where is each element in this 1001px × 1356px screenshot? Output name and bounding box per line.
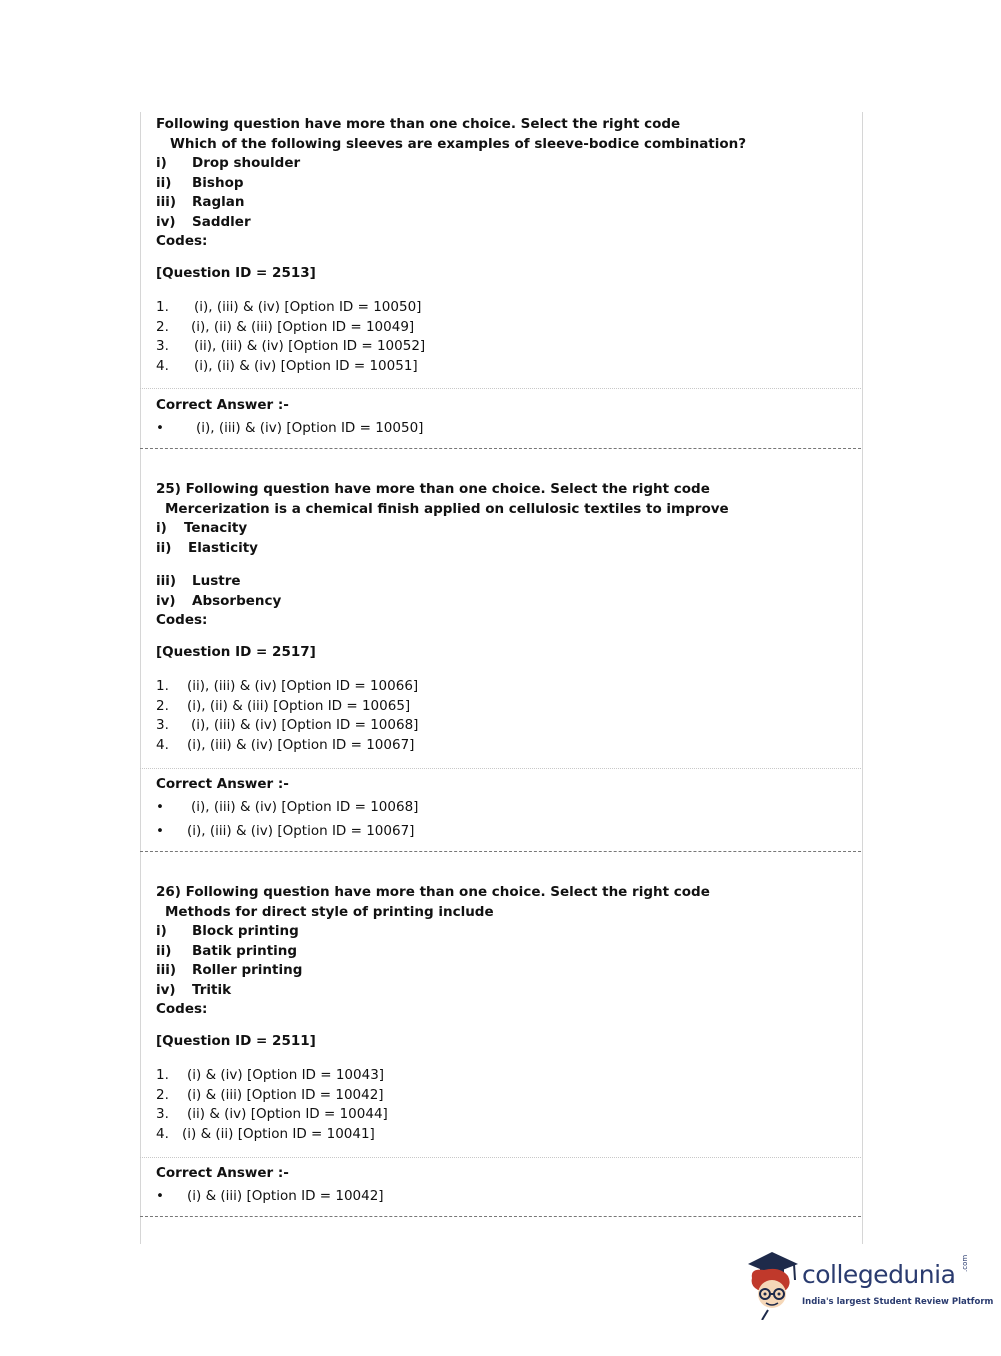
logo-wordmark: collegedunia — [802, 1260, 956, 1289]
choice-item: iii) Lustre — [156, 573, 241, 589]
choice-item: ii) Batik printing — [156, 942, 298, 959]
logo-tagline: India's largest Student Review Platform — [802, 1297, 994, 1307]
option-item: 3. (ii) & (iv) [Option ID = 10044] — [156, 1106, 388, 1122]
question-stem: Mercerization is a chemical finish applied on cellulosic textiles to improve — [165, 500, 729, 517]
option-item: 4. (i), (iii) & (iv) [Option ID = 10067] — [156, 736, 415, 753]
question-id: [Question ID = 2511] — [156, 1033, 316, 1049]
correct-answer-item: • (i), (iii) & (iv) [Option ID = 10067] — [156, 823, 415, 839]
choice-item: i) Tenacity — [156, 520, 248, 536]
question-id: [Question ID = 2517] — [156, 644, 316, 660]
choice-item: ii) Bishop — [156, 174, 244, 191]
choice-item: iv) Saddler — [156, 213, 251, 230]
choice-item: iii) Roller printing — [156, 962, 303, 978]
codes-label: Codes: — [156, 1001, 208, 1017]
choice-item: i) Block printing — [156, 923, 299, 939]
option-item: 3. (ii), (iii) & (iv) [Option ID = 10052] — [156, 338, 426, 354]
question-header: 25) Following question have more than one choice. Select the right code — [156, 481, 710, 497]
question-header: 26) Following question have more than one choice. Select the right code — [156, 884, 710, 900]
question-divider — [140, 851, 861, 852]
choice-item: i) Drop shoulder — [156, 155, 301, 171]
correct-answer-item: • (i), (iii) & (iv) [Option ID = 10050] — [156, 420, 424, 436]
choice-item: iv) Absorbency — [156, 592, 282, 609]
option-list — [156, 1066, 388, 1144]
mascot-icon — [742, 1250, 802, 1320]
divider — [140, 768, 861, 769]
correct-answer-label: Correct Answer :- — [156, 776, 289, 792]
option-item: 4. (i) & (ii) [Option ID = 10041] — [156, 1125, 375, 1142]
question-2511 — [156, 883, 710, 1020]
collegedunia-logo — [742, 1250, 994, 1320]
question-header: Following question have more than one choice. Select the right code — [156, 116, 681, 132]
question-2517 — [156, 480, 729, 558]
correct-answer-label: Correct Answer :- — [156, 1165, 289, 1181]
correct-answer-item: • (i), (iii) & (iv) [Option ID = 10068] — [156, 799, 419, 815]
option-item: 2. (i), (ii) & (iii) [Option ID = 10049] — [156, 318, 415, 335]
question-stem: Methods for direct style of printing include — [165, 903, 494, 920]
option-list — [156, 298, 425, 376]
question-stem: Which of the following sleeves are examples of sleeve-bodice combination? — [170, 135, 747, 152]
codes-label: Codes: — [156, 612, 208, 628]
option-item: 2. (i) & (iii) [Option ID = 10042] — [156, 1086, 384, 1103]
option-item: 1. (ii), (iii) & (iv) [Option ID = 10066] — [156, 678, 419, 694]
option-item: 4. (i), (ii) & (iv) [Option ID = 10051] — [156, 357, 418, 374]
option-item: 1. (i) & (iv) [Option ID = 10043] — [156, 1067, 385, 1083]
correct-answer-item: • (i) & (iii) [Option ID = 10042] — [156, 1188, 384, 1204]
correct-answer-label: Correct Answer :- — [156, 397, 289, 413]
option-list — [156, 677, 418, 755]
option-item: 1. (i), (iii) & (iv) [Option ID = 10050] — [156, 299, 422, 315]
question-divider — [140, 1216, 861, 1217]
codes-label: Codes: — [156, 233, 208, 249]
choice-item: ii) Elasticity — [156, 539, 258, 556]
question-id: [Question ID = 2513] — [156, 265, 316, 281]
choice-item: iii) Raglan — [156, 194, 245, 210]
choice-item: iv) Tritik — [156, 981, 232, 998]
option-item: 3. (i), (iii) & (iv) [Option ID = 10068] — [156, 717, 419, 733]
question-divider — [140, 448, 861, 449]
option-item: 2. (i), (ii) & (iii) [Option ID = 10065] — [156, 697, 411, 714]
divider — [140, 388, 861, 389]
question-2513 — [156, 115, 746, 252]
logo-domain-suffix: .com — [961, 1254, 969, 1272]
question-2517-continued — [156, 572, 281, 631]
divider — [140, 1157, 861, 1158]
